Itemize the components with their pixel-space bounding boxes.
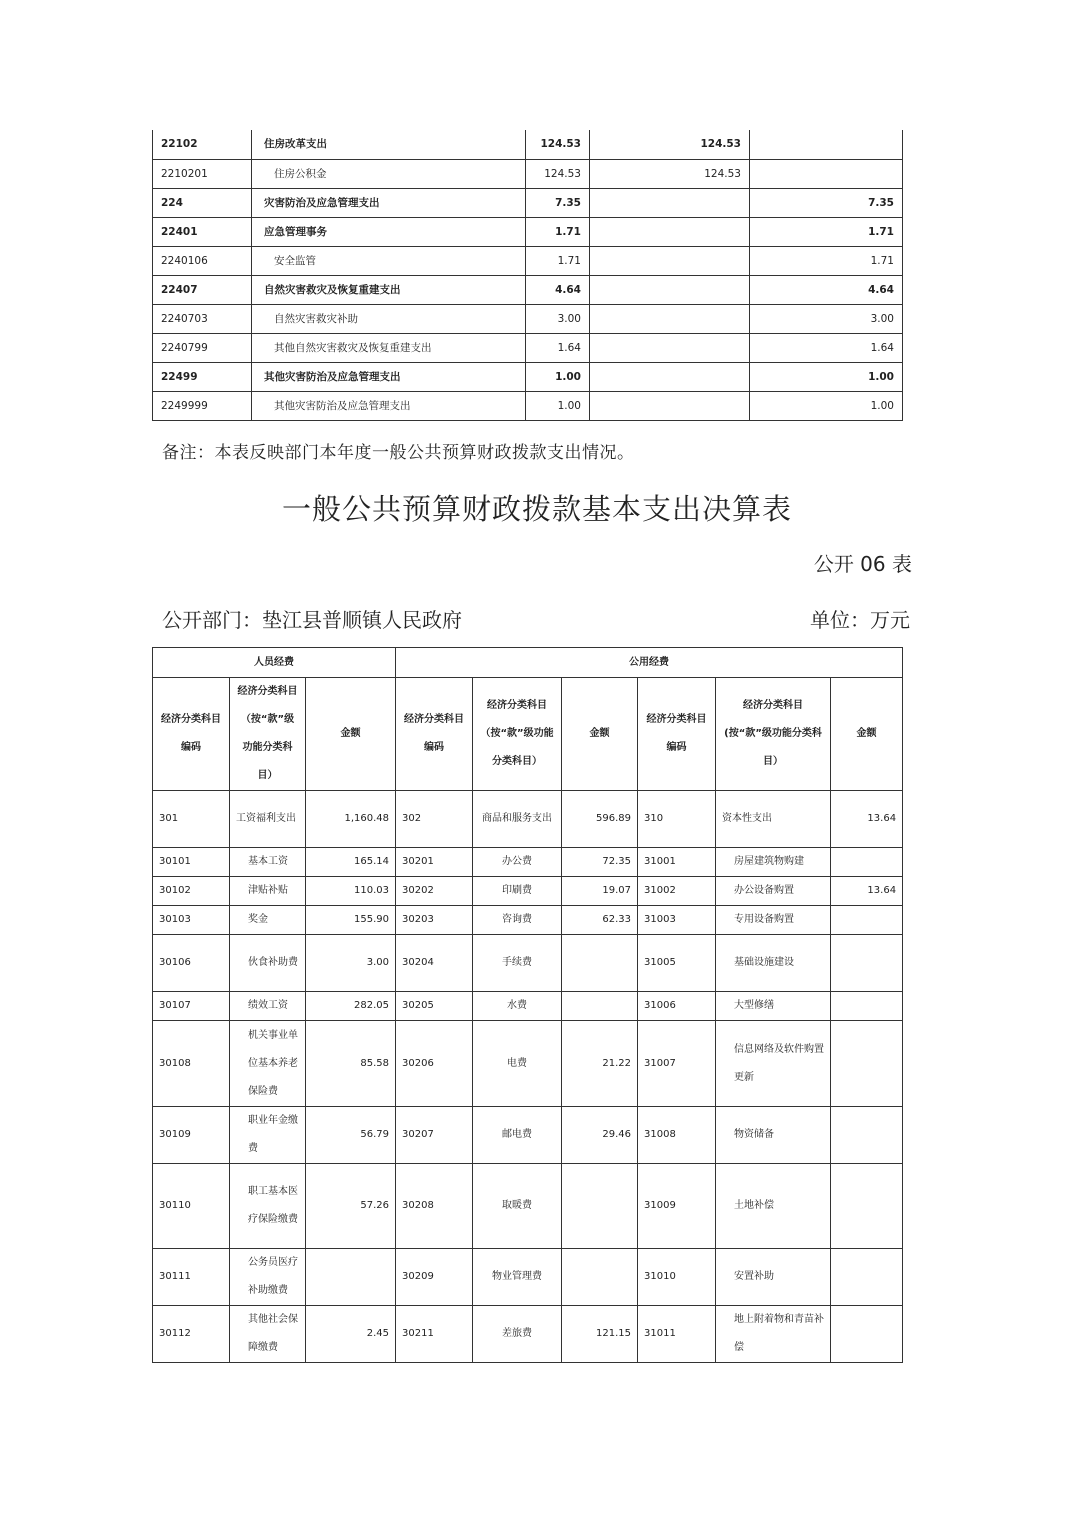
capital-amount [831, 1164, 903, 1249]
personnel-subject: 津贴补贴 [230, 877, 306, 906]
goods-amount [562, 1249, 638, 1306]
goods-amount: 19.07 [562, 877, 638, 906]
capital-code: 31009 [638, 1164, 716, 1249]
subject-name: 其他灾害防治及应急管理支出 [252, 362, 526, 391]
capital-code: 31006 [638, 992, 716, 1021]
personnel-subject: 工资福利支出 [230, 791, 306, 848]
personnel-subject: 绩效工资 [230, 992, 306, 1021]
column-header: 经济分类科目编码 [153, 678, 230, 791]
capital-subject: 土地补偿 [716, 1164, 831, 1249]
subject-name: 其他灾害防治及应急管理支出 [252, 391, 526, 420]
project-amount [750, 130, 903, 159]
goods-code: 30206 [396, 1021, 473, 1107]
capital-amount [831, 935, 903, 992]
capital-code: 31010 [638, 1249, 716, 1306]
project-amount: 3.00 [750, 304, 903, 333]
goods-subject: 商品和服务支出 [473, 791, 562, 848]
page-title: 一般公共预算财政拨款基本支出决算表 [281, 492, 792, 526]
total-amount: 1.71 [526, 246, 590, 275]
goods-amount [562, 935, 638, 992]
total-amount: 1.64 [526, 333, 590, 362]
capital-subject: 资本性支出 [716, 791, 831, 848]
goods-subject: 办公费 [473, 848, 562, 877]
personnel-amount: 282.05 [306, 992, 396, 1021]
column-header: 金额 [306, 678, 396, 791]
goods-code: 30202 [396, 877, 473, 906]
personnel-code: 30111 [153, 1249, 230, 1306]
goods-amount: 121.15 [562, 1306, 638, 1363]
subject-code: 22499 [153, 362, 252, 391]
subject-name: 灾害防治及应急管理支出 [252, 188, 526, 217]
capital-code: 31001 [638, 848, 716, 877]
subject-code: 2249999 [153, 391, 252, 420]
subject-name: 其他自然灾害救灾及恢复重建支出 [252, 333, 526, 362]
capital-subject: 安置补助 [716, 1249, 831, 1306]
personnel-subject: 职工基本医疗保险缴费 [230, 1164, 306, 1249]
basic-expenditure-table [152, 647, 903, 1363]
goods-code: 30207 [396, 1107, 473, 1164]
capital-code: 31005 [638, 935, 716, 992]
capital-code: 31003 [638, 906, 716, 935]
capital-subject: 基础设施建设 [716, 935, 831, 992]
column-header: 经济分类科目（按“款”级功能分类科目） [230, 678, 306, 791]
project-amount: 7.35 [750, 188, 903, 217]
goods-code: 302 [396, 791, 473, 848]
total-amount: 124.53 [526, 159, 590, 188]
goods-subject: 物业管理费 [473, 1249, 562, 1306]
personnel-subject: 奖金 [230, 906, 306, 935]
total-amount: 1.00 [526, 391, 590, 420]
basic-amount: 124.53 [590, 159, 750, 188]
personnel-subject: 公务员医疗补助缴费 [230, 1249, 306, 1306]
table-row [153, 130, 903, 159]
personnel-code: 30103 [153, 906, 230, 935]
table-row [153, 935, 903, 992]
capital-subject: 房屋建筑物购建 [716, 848, 831, 877]
goods-subject: 取暖费 [473, 1164, 562, 1249]
subject-code: 2240799 [153, 333, 252, 362]
project-amount: 1.71 [750, 246, 903, 275]
personnel-subject: 机关事业单位基本养老保险费 [230, 1021, 306, 1107]
personnel-code: 30102 [153, 877, 230, 906]
capital-code: 310 [638, 791, 716, 848]
column-header: 经济分类科目编码 [638, 678, 716, 791]
total-amount: 7.35 [526, 188, 590, 217]
column-header: 经济分类科目编码 [396, 678, 473, 791]
total-amount: 124.53 [526, 130, 590, 159]
goods-amount [562, 992, 638, 1021]
basic-amount [590, 217, 750, 246]
basic-amount [590, 391, 750, 420]
capital-subject: 信息网络及软件购置更新 [716, 1021, 831, 1107]
capital-amount [831, 848, 903, 877]
goods-subject: 差旅费 [473, 1306, 562, 1363]
basic-amount [590, 188, 750, 217]
personnel-code: 30106 [153, 935, 230, 992]
subject-code: 2210201 [153, 159, 252, 188]
goods-amount: 21.22 [562, 1021, 638, 1107]
table-row [153, 992, 903, 1021]
capital-subject: 大型修缮 [716, 992, 831, 1021]
capital-amount: 13.64 [831, 877, 903, 906]
goods-code: 30211 [396, 1306, 473, 1363]
table-row [153, 391, 903, 420]
capital-amount [831, 906, 903, 935]
goods-code: 30204 [396, 935, 473, 992]
goods-subject: 咨询费 [473, 906, 562, 935]
table-number: 公开 06 表 [813, 552, 912, 576]
personnel-amount: 3.00 [306, 935, 396, 992]
basic-amount [590, 362, 750, 391]
project-amount: 4.64 [750, 275, 903, 304]
column-header: 经济分类科目(按“款”级功能分类科目） [716, 678, 831, 791]
capital-subject: 专用设备购置 [716, 906, 831, 935]
capital-code: 31008 [638, 1107, 716, 1164]
project-amount: 1.00 [750, 362, 903, 391]
table-row [153, 217, 903, 246]
table-row [153, 333, 903, 362]
capital-amount [831, 1021, 903, 1107]
group-personnel-header: 人员经费 [153, 648, 396, 678]
table-row [153, 246, 903, 275]
capital-subject: 办公设备购置 [716, 877, 831, 906]
personnel-amount: 155.90 [306, 906, 396, 935]
table-row [153, 275, 903, 304]
personnel-subject: 基本工资 [230, 848, 306, 877]
personnel-code: 30109 [153, 1107, 230, 1164]
personnel-subject: 职业年金缴费 [230, 1107, 306, 1164]
personnel-amount: 57.26 [306, 1164, 396, 1249]
table-row [153, 1164, 903, 1249]
group-public-header: 公用经费 [396, 648, 903, 678]
goods-subject: 邮电费 [473, 1107, 562, 1164]
table-row [153, 188, 903, 217]
personnel-code: 30107 [153, 992, 230, 1021]
goods-amount: 596.89 [562, 791, 638, 848]
column-header: 金额 [562, 678, 638, 791]
table-row [153, 1021, 903, 1107]
table-row [153, 1249, 903, 1306]
goods-code: 30208 [396, 1164, 473, 1249]
total-amount: 3.00 [526, 304, 590, 333]
total-amount: 1.71 [526, 217, 590, 246]
project-amount [750, 159, 903, 188]
basic-amount [590, 304, 750, 333]
basic-amount [590, 275, 750, 304]
project-amount: 1.64 [750, 333, 903, 362]
subject-code: 22102 [153, 130, 252, 159]
subject-code: 2240703 [153, 304, 252, 333]
personnel-amount: 165.14 [306, 848, 396, 877]
subject-code: 2240106 [153, 246, 252, 275]
personnel-amount: 110.03 [306, 877, 396, 906]
table-row [153, 848, 903, 877]
goods-subject: 印刷费 [473, 877, 562, 906]
goods-subject: 电费 [473, 1021, 562, 1107]
appropriation-expenditure-table [152, 130, 903, 421]
project-amount: 1.00 [750, 391, 903, 420]
subject-code: 224 [153, 188, 252, 217]
personnel-code: 301 [153, 791, 230, 848]
basic-amount [590, 333, 750, 362]
table-row [153, 877, 903, 906]
table-row [153, 304, 903, 333]
subject-name: 自然灾害救灾补助 [252, 304, 526, 333]
total-amount: 4.64 [526, 275, 590, 304]
subject-name: 应急管理事务 [252, 217, 526, 246]
capital-amount: 13.64 [831, 791, 903, 848]
goods-code: 30203 [396, 906, 473, 935]
subject-code: 22401 [153, 217, 252, 246]
capital-subject: 地上附着物和青苗补偿 [716, 1306, 831, 1363]
capital-code: 31011 [638, 1306, 716, 1363]
table-row [153, 159, 903, 188]
capital-amount [831, 1249, 903, 1306]
table-row [153, 906, 903, 935]
personnel-amount: 2.45 [306, 1306, 396, 1363]
subject-name: 安全监管 [252, 246, 526, 275]
basic-amount: 124.53 [590, 130, 750, 159]
column-header: 金额 [831, 678, 903, 791]
capital-amount [831, 992, 903, 1021]
goods-code: 30209 [396, 1249, 473, 1306]
table-row [153, 1306, 903, 1363]
department-label: 公开部门：垫江县普顺镇人民政府 [162, 608, 462, 632]
capital-subject: 物资储备 [716, 1107, 831, 1164]
table-row [153, 362, 903, 391]
subject-name: 住房改革支出 [252, 130, 526, 159]
personnel-code: 30110 [153, 1164, 230, 1249]
basic-amount [590, 246, 750, 275]
personnel-amount: 1,160.48 [306, 791, 396, 848]
personnel-subject: 伙食补助费 [230, 935, 306, 992]
goods-amount: 72.35 [562, 848, 638, 877]
table-row [153, 1107, 903, 1164]
table-note: 备注：本表反映部门本年度一般公共预算财政拨款支出情况。 [162, 443, 635, 463]
capital-amount [831, 1107, 903, 1164]
subject-code: 22407 [153, 275, 252, 304]
subject-name: 自然灾害救灾及恢复重建支出 [252, 275, 526, 304]
personnel-code: 30112 [153, 1306, 230, 1363]
unit-label: 单位：万元 [810, 608, 910, 632]
subject-name: 住房公积金 [252, 159, 526, 188]
personnel-amount: 85.58 [306, 1021, 396, 1107]
goods-amount: 29.46 [562, 1107, 638, 1164]
goods-subject: 水费 [473, 992, 562, 1021]
goods-amount [562, 1164, 638, 1249]
goods-code: 30205 [396, 992, 473, 1021]
personnel-code: 30108 [153, 1021, 230, 1107]
goods-code: 30201 [396, 848, 473, 877]
capital-code: 31007 [638, 1021, 716, 1107]
column-header: 经济分类科目（按“款”级功能分类科目） [473, 678, 562, 791]
total-amount: 1.00 [526, 362, 590, 391]
table-row [153, 791, 903, 848]
personnel-code: 30101 [153, 848, 230, 877]
personnel-subject: 其他社会保障缴费 [230, 1306, 306, 1363]
personnel-amount [306, 1249, 396, 1306]
personnel-amount: 56.79 [306, 1107, 396, 1164]
capital-amount [831, 1306, 903, 1363]
capital-code: 31002 [638, 877, 716, 906]
goods-amount: 62.33 [562, 906, 638, 935]
project-amount: 1.71 [750, 217, 903, 246]
goods-subject: 手续费 [473, 935, 562, 992]
